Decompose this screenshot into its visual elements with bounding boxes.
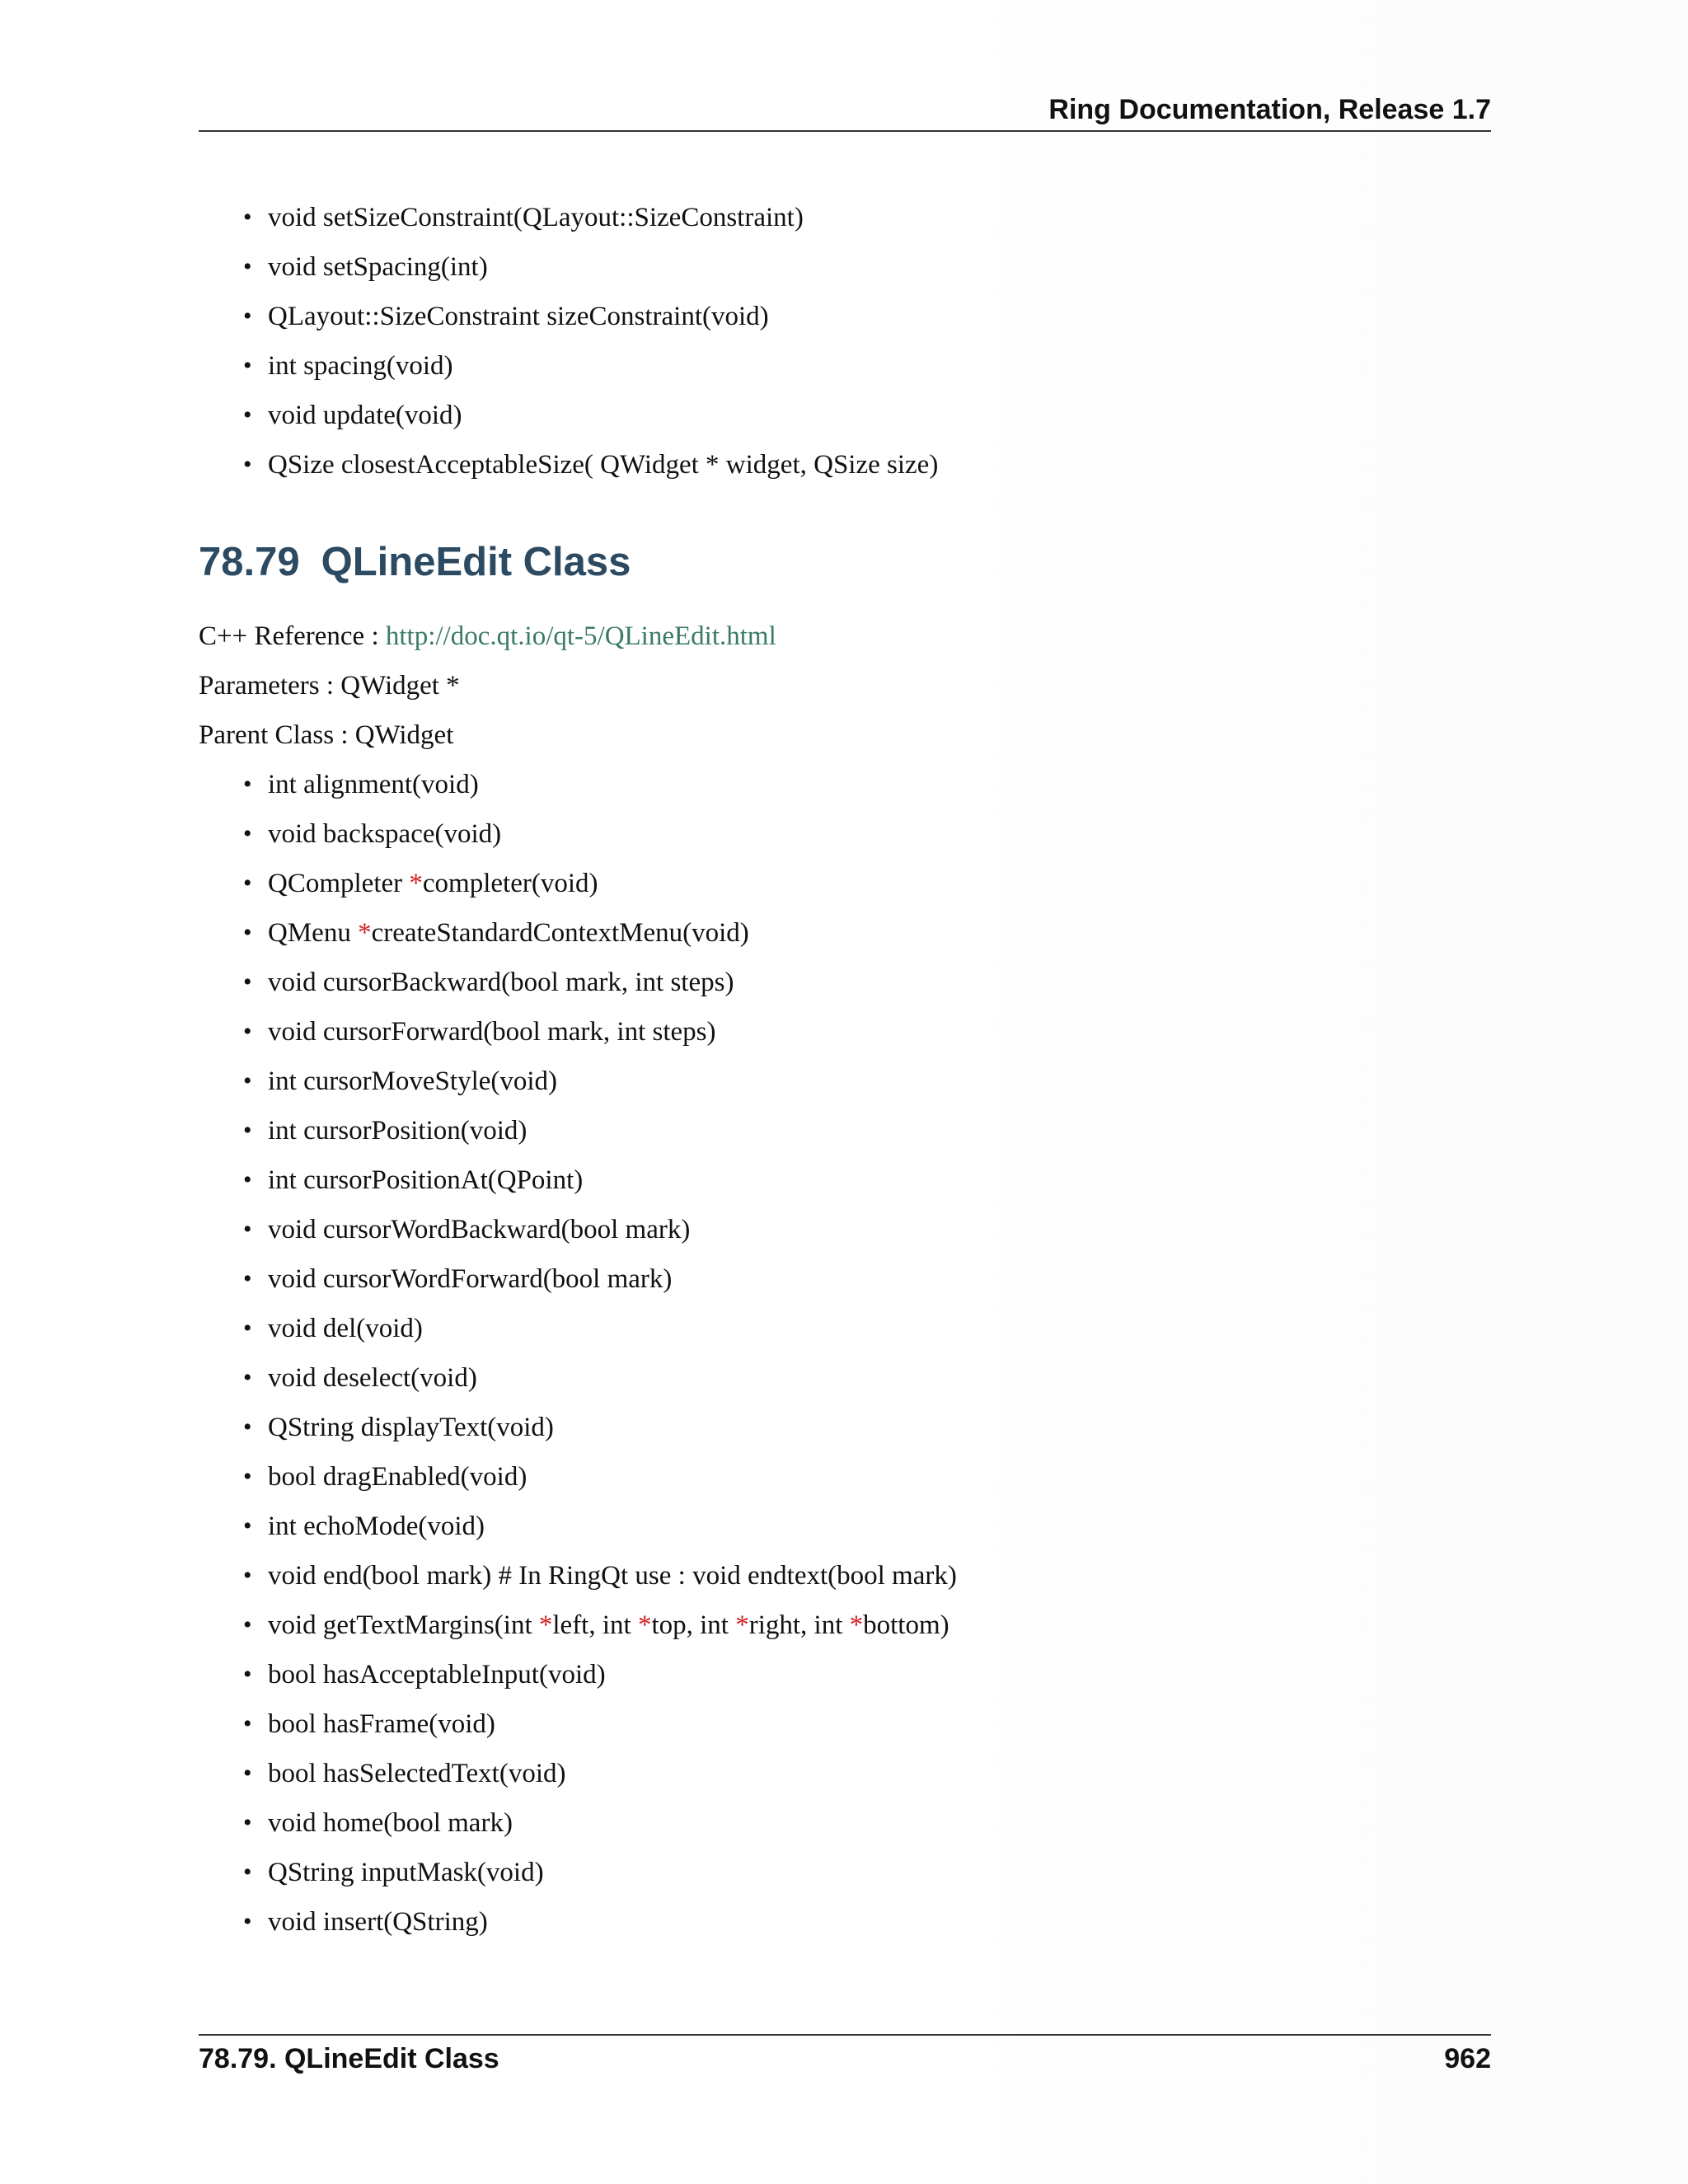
method-text: void setSizeConstraint(QLayout::SizeConstraint) [268, 203, 804, 232]
method-text: void backspace(void) [268, 819, 502, 849]
parameters-value: QWidget * [340, 671, 460, 701]
page-number: 962 [1444, 2043, 1491, 2074]
list-item [243, 292, 1491, 341]
bullet-icon: • [243, 1463, 252, 1490]
method-text: bool hasAcceptableInput(void) [268, 1660, 606, 1690]
bullet-icon: • [243, 1067, 252, 1094]
bullet-icon: • [243, 204, 252, 231]
bullet-icon: • [243, 1117, 252, 1144]
bullet-icon: • [243, 869, 252, 897]
method-text: int spacing(void) [268, 351, 453, 381]
method-text: top, int [651, 1610, 736, 1640]
bullet-icon: • [243, 1512, 252, 1540]
list-item [243, 193, 1491, 242]
list-item [243, 1650, 1491, 1699]
list-item [243, 1749, 1491, 1798]
footer-section-label: 78.79. QLineEdit Class [199, 2043, 499, 2074]
method-text: void deselect(void) [268, 1363, 477, 1393]
method-text: int cursorMoveStyle(void) [268, 1066, 558, 1096]
footer-rule [199, 2034, 1491, 2036]
parameters-line [199, 661, 1491, 710]
pointer-star: * [735, 1610, 749, 1640]
list-item [243, 1601, 1491, 1650]
list-item [243, 440, 1491, 490]
section-number: 78.79 [199, 540, 300, 584]
method-text: QMenu [268, 918, 359, 948]
method-text: QString inputMask(void) [268, 1858, 544, 1887]
method-text: createStandardContextMenu(void) [371, 918, 749, 948]
method-text: void setSpacing(int) [268, 252, 488, 282]
list-item [243, 809, 1491, 859]
method-text: int cursorPositionAt(QPoint) [268, 1165, 584, 1195]
bullet-icon: • [243, 1710, 252, 1737]
method-text: bool dragEnabled(void) [268, 1462, 528, 1492]
bullet-icon: • [243, 919, 252, 946]
bullet-icon: • [243, 1908, 252, 1935]
section-title [199, 537, 1491, 587]
bullet-icon: • [243, 1265, 252, 1292]
page-content [199, 193, 1491, 1947]
list-item [243, 1254, 1491, 1304]
list-item [243, 1403, 1491, 1452]
bullet-icon: • [243, 1611, 252, 1638]
method-text: QString displayText(void) [268, 1413, 554, 1442]
bullet-icon: • [243, 302, 252, 330]
method-text: int alignment(void) [268, 770, 479, 799]
bullet-icon: • [243, 1216, 252, 1243]
list-item [243, 1007, 1491, 1057]
list-item [243, 1205, 1491, 1254]
method-text: completer(void) [422, 869, 598, 898]
bullet-icon: • [243, 352, 252, 379]
method-text: left, int [552, 1610, 638, 1640]
section-title-text: QLineEdit Class [321, 540, 631, 584]
method-text: void getTextMargins(int [268, 1610, 539, 1640]
pointer-star: * [637, 1610, 652, 1640]
list-item [243, 1848, 1491, 1897]
bullet-icon: • [243, 1364, 252, 1391]
parent-class-line [199, 710, 1491, 760]
list-item [243, 242, 1491, 292]
page-footer [199, 2041, 1491, 2080]
method-text: void del(void) [268, 1314, 423, 1343]
pointer-star: * [849, 1610, 864, 1640]
list-item [243, 958, 1491, 1007]
list-item [243, 1699, 1491, 1749]
bullet-icon: • [243, 1661, 252, 1688]
method-text: QSize closestAcceptableSize( QWidget * widget, QSize size) [268, 450, 939, 480]
method-text: void cursorBackward(bool mark, int steps) [268, 968, 734, 997]
cpp-reference-line [199, 612, 1491, 661]
list-item [243, 1897, 1491, 1947]
bullet-icon: • [243, 1166, 252, 1193]
method-text: QLayout::SizeConstraint sizeConstraint(void) [268, 302, 769, 331]
bullet-icon: • [243, 1315, 252, 1342]
bullet-icon: • [243, 1809, 252, 1836]
pointer-star: * [358, 918, 372, 948]
cpp-reference-label: C++ Reference : [199, 621, 379, 651]
bullet-icon: • [243, 820, 252, 847]
method-text: bool hasFrame(void) [268, 1709, 495, 1739]
pointer-star: * [538, 1610, 553, 1640]
list-item [243, 1353, 1491, 1403]
bullet-icon: • [243, 1018, 252, 1045]
method-text: int cursorPosition(void) [268, 1116, 528, 1146]
list-item [243, 391, 1491, 440]
list-item [243, 1502, 1491, 1551]
method-text: void insert(QString) [268, 1907, 488, 1937]
method-text: void update(void) [268, 401, 462, 430]
bullet-icon: • [243, 451, 252, 478]
parent-class-label: Parent Class : [199, 720, 349, 750]
method-text: void cursorWordBackward(bool mark) [268, 1215, 691, 1244]
running-header: Ring Documentation, Release 1.7 [199, 92, 1491, 132]
method-text: void end(bool mark) # In RingQt use : void endtext(bool mark) [268, 1561, 957, 1591]
methods-list [199, 760, 1491, 1947]
method-text: QCompleter [268, 869, 410, 898]
parameters-label: Parameters : [199, 671, 335, 701]
bullet-icon: • [243, 253, 252, 280]
list-item [243, 1304, 1491, 1353]
pointer-star: * [409, 869, 423, 898]
cpp-reference-link[interactable]: http://doc.qt.io/qt-5/QLineEdit.html [385, 621, 776, 651]
method-text: void cursorForward(bool mark, int steps) [268, 1017, 716, 1047]
bullet-icon: • [243, 968, 252, 996]
method-text: bool hasSelectedText(void) [268, 1759, 566, 1788]
method-text: void home(bool mark) [268, 1808, 513, 1838]
list-item [243, 341, 1491, 391]
list-item [243, 760, 1491, 809]
list-item [243, 859, 1491, 908]
method-text: right, int [748, 1610, 850, 1640]
method-text: bottom) [863, 1610, 950, 1640]
bullet-icon: • [243, 401, 252, 429]
bullet-icon: • [243, 1562, 252, 1589]
list-item [243, 1452, 1491, 1502]
list-item [243, 1057, 1491, 1106]
method-text: int echoMode(void) [268, 1511, 485, 1541]
list-item [243, 1155, 1491, 1205]
list-item [243, 1551, 1491, 1601]
list-item [243, 1798, 1491, 1848]
previous-methods-list [199, 193, 1491, 490]
bullet-icon: • [243, 1413, 252, 1441]
bullet-icon: • [243, 1858, 252, 1886]
bullet-icon: • [243, 771, 252, 798]
method-text: void cursorWordForward(bool mark) [268, 1264, 673, 1294]
parent-class-value: QWidget [354, 720, 454, 750]
list-item [243, 908, 1491, 958]
bullet-icon: • [243, 1760, 252, 1787]
list-item [243, 1106, 1491, 1155]
